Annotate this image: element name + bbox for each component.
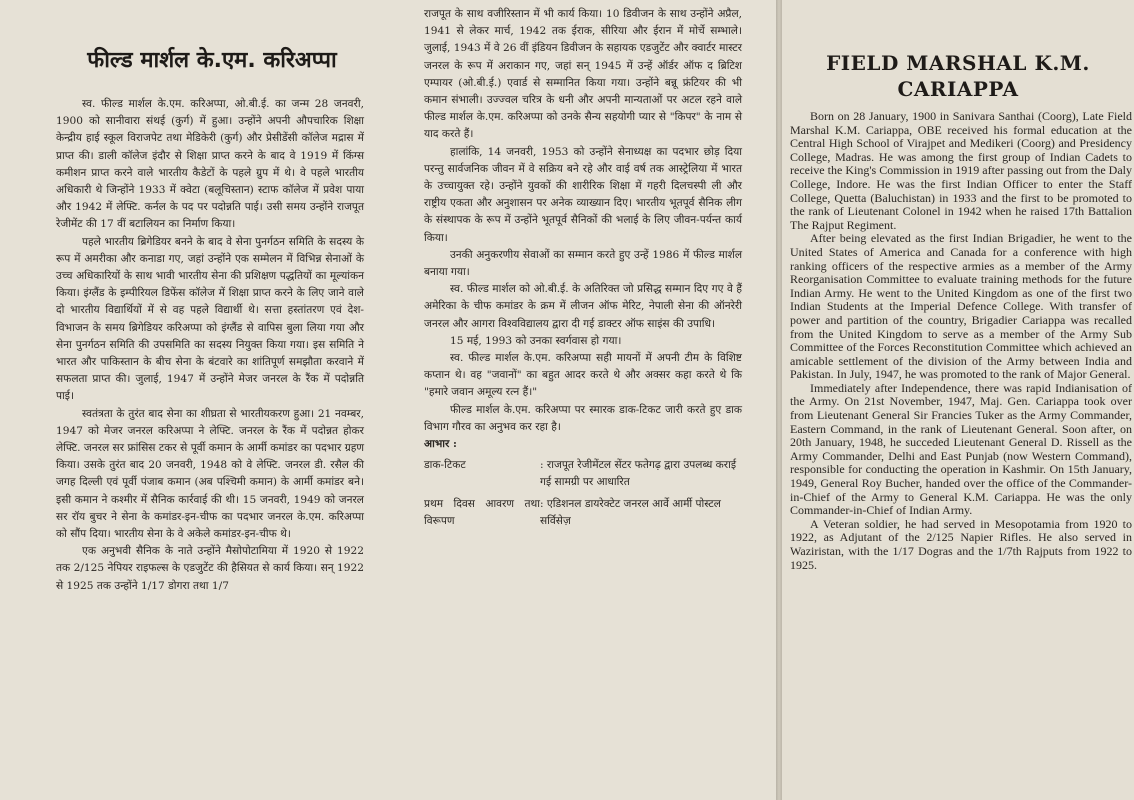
english-paragraph: A Veteran soldier, he had served in Mesopotamia from 1920 to 1922, as Adjutant of the 2/125 Napier Rifles. He also served in Waziristan, with the 1/17 Dogras and the 1/7th Rajputs from 1922 to 1925. [790,516,1132,572]
acknowledgement-title: आभार : [424,438,457,451]
hindi-column-2 [424,6,742,530]
acknowledgement-row [424,457,742,491]
hindi-column-1 [56,96,364,595]
hindi-paragraph: स्व. फील्ड मार्शल के.एम. करिअप्पा, ओ.बी.ई. का जन्म 28 जनवरी, 1900 को सानीवारा संथई (कुर्ग) में हुआ। उन्होंने अपनी औपचारिक शिक्षा केन्द्रीय हाई स्कूल विराजपेट तथा मेडिकेरी (कुर्ग) और प्रेसीडेंसी कॉलेज मद्रास में प्राप्त की। डाली कॉलेज इंदौर से शिक्षा प्राप्त करने के बाद वे 1919 में किंग्स कमीशन प्राप्त करने वाले भारतीय कैडेटों के पहले ग्रुप में थे। वे पहले भारतीय अधिकारी थे जिन्होंने 1933 में क्वेटा (बलूचिस्तान) स्टाफ कॉलेज में प्रवेश पाया और 1942 में लेफ्टि. कर्नल के पद पर पदोन्नति पाई। उसी समय उन्होंने राजपूत रेजीमेंट की 17 वीं बटालियन का निर्माण किया। [56,98,364,231]
hindi-paragraph: उनकी अनुकरणीय सेवाओं का सम्मान करते हुए उन्हें 1986 में फील्ड मार्शल बनाया गया। [424,248,742,279]
english-column [790,110,1132,572]
hindi-paragraph: 15 मई, 1993 को उनका स्वर्गवास हो गया। [450,334,622,347]
hindi-title: फील्ड मार्शल के.एम. करिअप्पा [87,48,337,73]
acknowledgement-key: डाक-टिकट [424,459,466,472]
hindi-paragraph: पहले भारतीय ब्रिगेडियर बनने के बाद वे सेना पुनर्गठन समिति के सदस्य के रूप में अमरीका और कनाडा गए, जहां उन्होंने एक सम्मेलन में विभिन्न सेनाओं के उच्च अधिकारियों के साथ भावी भारतीय सेना की प्रशिक्षण पद्धतियों का मूल्यांकन किया। इंग्लैंड के इम्पीरियल डिफेंस कॉलेज में शिक्षा प्राप्त करने के लिए जाने वाले दो भारतीय विद्यार्थियों में से वह पहले विद्यार्थी थे। सत्ता हस्तांतरण एवं देश-विभाजन के समय ब्रिगेडियर करिअप्पा को इंग्लैंड से वापिस बुला लिया गया और सेना पुनर्गठन समिति की उपसमिति का सदस्य नियुक्त किया गया। इस समिति ने भारत और पाकिस्तान के बीच सेना के बंटवारे का शांतिपूर्ण समझौता करवाने में सफलता प्राप्त की। जुलाई, 1947 में उन्होंने मेजर जनरल के रैंक में पदोन्नति पाई। [56,235,364,403]
hindi-paragraph: राजपूत के साथ वजीरिस्तान में भी कार्य किया। 10 डिवीजन के साथ उन्होंने अप्रैल, 1941 से लेकर मार्च, 1942 तक ईराक, सीरिया और ईरान में मोर्चे सम्भाले। जुलाई, 1943 में वे 26 वीं इंडियन डिवीजन के सहायक एडजुटेंट और क्वार्टर मास्टर जनरल के रूप में अराकान गए, जहां सन् 1945 में उन्हें ऑर्डर ऑफ द ब्रिटिश एम्पायर (ओ.बी.ई.) एवार्ड से सम्मानित किया गया। उन्होंने बन्नू फ्रंटियर की भी कमान संभाली। उज्ज्वल चरित्र के धनी और अपनी मान्यताओं पर अटल रहने वाले फील्ड मार्शल के.एम. करिअप्पा को उनके सैन्य सहयोगी प्यार से "किपर" के नाम से याद करते हैं। [424,8,742,141]
english-paragraph: Immediately after Independence, there was rapid Indianisation of the Army. On 21st November, 1947, Maj. Gen. Cariappa took over from Lieutenant General Sir Francies Tuker as the Army Commander, Eastern Command, in the rank of Lieutenant General. Soon after, on 20th January, 1948, he succeded Lieutenant General D. Rissell as the Army Commander, Delhi and East Punjab (now Western Command), responsible for conducting the operation in Kashmir. On 15th January, 1949, General Roy Bucher, handed over the office of the Commander-in-Chief of the Army to General K.M. Cariappa. He was the only Commander-in-Chief of Indian Army. [790,380,1132,518]
english-title: FIELD MARSHAL K.M. CARIAPPA [826,51,1090,101]
hindi-paragraph: फील्ड मार्शल के.एम. करिअप्पा पर स्मारक डाक-टिकट जारी करते हुए डाक विभाग गौरव का अनुभव कर रहा है। [424,403,742,433]
acknowledgement-value: : एडिशनल डायरेक्टेट जनरल आर्वे आर्मी पोस्टल सर्विसेज़ [540,497,721,527]
hindi-paragraph: स्व. फील्ड मार्शल के.एम. करिअप्पा सही मायनों में अपनी टीम के विशिष्ट कप्तान थे। वह "जवानों" का बहुत आदर करते थे और अक्सर कहा करते थे कि "हमारे जवान अमूल्य रत्न हैं।" [424,352,742,399]
hindi-paragraph: स्वतंत्रता के तुरंत बाद सेना का शीघ्रता से भारतीयकरण हुआ। 21 नवम्बर, 1947 को मेजर जनरल करिअप्पा ने लेफ्टि. जनरल के रैंक में पदोन्नत होकर लेफ्टि. जनरल सर फ्रांसिस टकर से पूर्वी कमान के आर्मी कमांडर का पदभार ग्रहण किया। उसके तुरंत बाद 20 जनवरी, 1948 को वे लेफ्टि. जनरल डी. रसैल की जगह दिल्ली एवं पूर्वी पंजाब कमान (अब पश्चिमी कमान) के आर्मी कमांडर बने। इसी कमान ने कश्मीर में सैनिक कार्रवाई की थी। 15 जनवरी, 1949 को जनरल सर रॉय बुचर ने सेना के कमांडर-इन-चीफ का पदभार जनरल के.एम. करिअप्पा को सौंप दिया। भारतीय सेना के वे अकेले कमांडर-इन-चीफ थे। [56,407,364,541]
english-paragraph: Born on 28 January, 1900 in Sanivara Santhai (Coorg), Late Field Marshal K.M. Cariappa, OBE received his formal education at the Central High School of Virajpet and Medikeri (Coorg) and Presidency College, Madras. He was among the first group of Indian Cadets to receive the King's Commission in 1919 after passing out from the Daly College, Indore. He was the first Indian Officer to enter the Staff College, Quetta (Baluchistan) in 1933 and the first to be promoted to the rank of Lieutenant Colonel in 1942 when he raised 17th Battalion The Rajput Regiment. [790,109,1132,232]
acknowledgement-row [424,496,742,530]
acknowledgement-key: प्रथम दिवस आवरण तथा विरूपण [424,497,540,527]
hindi-paragraph: एक अनुभवी सैनिक के नाते उन्होंने मैसोपोटामिया में 1920 से 1922 तक 2/125 नेपियर राइफल्स के एडजुटेंट की हैसियत से कार्य किया। सन् 1922 से 1925 तक उन्होंने 1/17 डोगरा तथा 1/7 [56,545,364,592]
hindi-paragraph: हालांकि, 14 जनवरी, 1953 को उन्होंने सेनाध्यक्ष का पदभार छोड़ दिया परन्तु सार्वजनिक जीवन में वे सक्रिय बने रहे और वाई वर्ष तक आस्ट्रेलिया में भारत के उच्चायुक्त रहे। उन्होंने युवकों की शारीरिक शिक्षा में गहरी दिलचस्पी ली और राष्ट्रीय एकता और अनुशासन पर अनेक व्याख्यान दिए। भारतीय भूतपूर्व सैनिक लीग के संस्थापक के रूप में उन्होंने भूतपूर्व सैनिकों की भलाई के लिए जीवन-पर्यन्त कार्य किया। [424,145,742,244]
hindi-paragraph: स्व. फील्ड मार्शल को ओ.बी.ई. के अतिरिक्त जो प्रसिद्ध सम्मान दिए गए वे हैं अमेरिका के चीफ कमांडर के क्रम में लीजन ऑफ मेरिट, नेपाली सेना की ऑनरेरी जनरल और आगरा विश्वविद्यालय द्वारा दी गई डाक्टर ऑफ साइंस की उपाधि। [424,283,742,330]
english-page [782,0,1134,800]
acknowledgement-value: : राजपूत रेजीमेंटल सेंटर फतेगढ़ द्वारा उपलब्ध कराई गई सामग्री पर आधारित [540,459,737,489]
english-paragraph: After being elevated as the first Indian Brigadier, he went to the United States of America and Canada for a conference with high ranking officers of the respective armies as a member of the Army Reorganisation Committee to evaluate training methods for the future Indian Army. He went to the United Kingdom as one of the first two Indian Students at the Imperial Defence College. With transfer of power and partition of the country, Brigadier Cariappa was recalled from the United Kingdom to serve as a member of the Army Sub Committee of the Forces Reconstitution Committee which achieved an amicable settlement of the division of the Army between India and Pakistan. In July, 1947, he was promoted to the rank of Major General. [790,231,1132,382]
